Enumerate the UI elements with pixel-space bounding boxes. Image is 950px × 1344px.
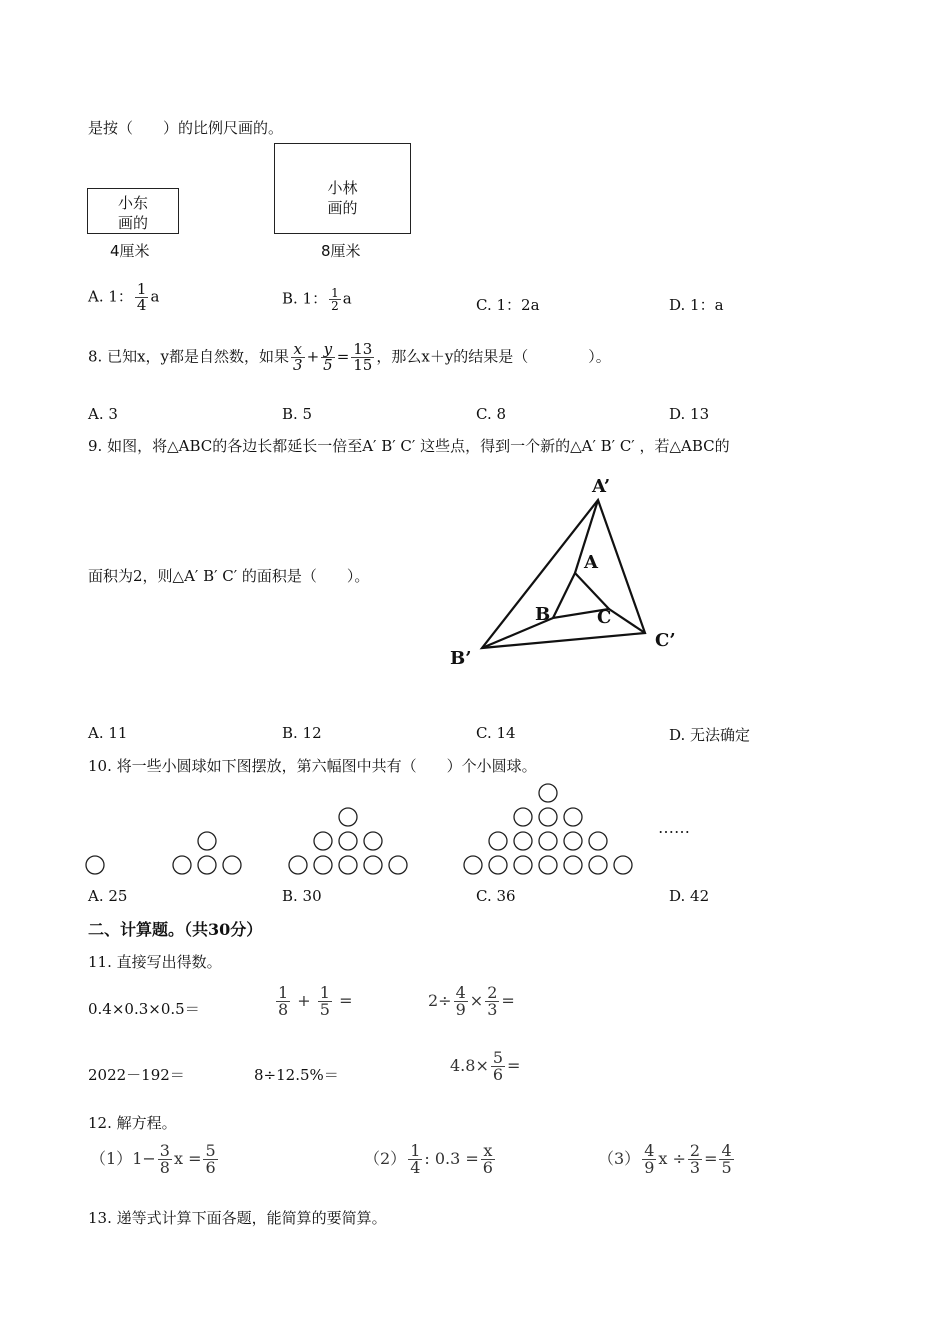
q7-option-b[interactable]: B. 1： $\frac{1}{2}$ a — [282, 286, 352, 313]
ball — [539, 784, 557, 802]
q12-eq-2: （2） $\frac{1}{4}$ : 0.3 = $\frac{x}{6}$ — [364, 1141, 493, 1177]
ball — [564, 856, 582, 874]
caption-4cm: 4厘米 — [110, 242, 150, 260]
triangle-figure — [440, 470, 700, 675]
q7-option-d[interactable]: D. 1：a — [669, 296, 724, 314]
q10-text: 10. 将一些小圆球如下图摆放，第六幅图中共有（ ）个小圆球。 — [88, 757, 537, 775]
q9-option-a[interactable]: A. 11 — [88, 724, 128, 742]
ball — [198, 832, 216, 850]
q8-option-d[interactable]: D. 13 — [669, 405, 710, 423]
q10-option-a[interactable]: A. 25 — [88, 887, 128, 905]
q11-expr-3: 2÷ $\frac{4}{9}$ × $\frac{2}{3}$ = — [428, 983, 515, 1019]
ball — [539, 808, 557, 826]
label-c: C — [597, 607, 612, 628]
q8-text: 8. 已知x，y都是自然数，如果 $\frac{x}{3}$ + $\frac{y}{5}$ = $\frac{13}{15}$ ，那么x＋y的结果是（ ）。 — [88, 340, 611, 374]
ball — [389, 856, 407, 874]
q11-title: 11. 直接写出得数。 — [88, 953, 222, 971]
q11-expr-6: 4.8× $\frac{5}{6}$ = — [450, 1048, 521, 1084]
ball — [589, 832, 607, 850]
ball — [223, 856, 241, 874]
label-b-prime: B’ — [450, 648, 472, 669]
q10-option-b[interactable]: B. 30 — [282, 887, 322, 905]
ball — [86, 856, 104, 874]
ball — [564, 808, 582, 826]
section-title: 二、计算题。（共30分） — [88, 920, 263, 939]
ball — [314, 856, 332, 874]
q11-expr-2: $\frac{1}{8}$ + $\frac{1}{5}$ = — [278, 983, 353, 1019]
ellipsis: …… — [658, 818, 690, 837]
ball — [539, 832, 557, 850]
label-c-prime: C’ — [655, 630, 676, 651]
label-b: B — [535, 604, 551, 625]
q9-text-line2: 面积为2，则△A′ B′ C′ 的面积是（ ）。 — [88, 567, 370, 585]
ball — [564, 832, 582, 850]
caption-8cm: 8厘米 — [321, 242, 361, 260]
ball — [589, 856, 607, 874]
ball — [539, 856, 557, 874]
ball — [514, 832, 532, 850]
ball — [198, 856, 216, 874]
q10-option-c[interactable]: C. 36 — [476, 887, 516, 905]
triangle-outer — [482, 500, 645, 648]
ball — [364, 832, 382, 850]
box-xiaodong-label: 小东 画的 — [117, 194, 148, 232]
ball — [314, 832, 332, 850]
q8-option-a[interactable]: A. 3 — [88, 405, 118, 423]
q12-title: 12. 解方程。 — [88, 1114, 177, 1132]
label-a: A — [584, 552, 598, 573]
q12-eq-1: （1）1− $\frac{3}{8}$ x = $\frac{5}{6}$ — [90, 1141, 216, 1177]
q12-eq-3: （3） $\frac{4}{9}$ x ÷ $\frac{2}{3}$ = $\frac{4}{5}$ — [598, 1141, 732, 1177]
ball-patterns — [80, 778, 740, 878]
box-xiaolin-label: 小林 画的 — [327, 179, 358, 217]
ball — [339, 808, 357, 826]
ball — [364, 856, 382, 874]
ball — [614, 856, 632, 874]
ball — [489, 832, 507, 850]
q10-option-d[interactable]: D. 42 — [669, 887, 710, 905]
q9-option-d[interactable]: D. 无法确定 — [669, 726, 751, 744]
q11-expr-5: 8÷12.5%＝ — [254, 1066, 339, 1084]
q8-option-b[interactable]: B. 5 — [282, 405, 313, 423]
ball — [339, 856, 357, 874]
q11-expr-1: 0.4×0.3×0.5＝ — [88, 1000, 200, 1018]
q8-option-c[interactable]: C. 8 — [476, 405, 507, 423]
q7-option-c[interactable]: C. 1：2a — [476, 296, 540, 314]
q13-title: 13. 递等式计算下面各题，能简算的要简算。 — [88, 1209, 387, 1227]
q9-option-c[interactable]: C. 14 — [476, 724, 516, 742]
q7-option-a[interactable]: A. 1： $\frac{1}{4}$ a — [88, 280, 160, 314]
ball — [514, 856, 532, 874]
q9-option-b[interactable]: B. 12 — [282, 724, 322, 742]
ball — [339, 832, 357, 850]
ball — [173, 856, 191, 874]
ball — [514, 808, 532, 826]
ball — [464, 856, 482, 874]
ball — [289, 856, 307, 874]
q7-text: 是按（ ）的比例尺画的。 — [88, 119, 284, 137]
label-a-prime: A’ — [592, 476, 611, 497]
ball — [489, 856, 507, 874]
q11-expr-4: 2022－192＝ — [88, 1066, 185, 1084]
q9-text-line1: 9. 如图，将△ABC的各边长都延长一倍至A′ B′ C′ 这些点，得到一个新的△A′ B′ C′ ，若△ABC的 — [88, 437, 730, 455]
